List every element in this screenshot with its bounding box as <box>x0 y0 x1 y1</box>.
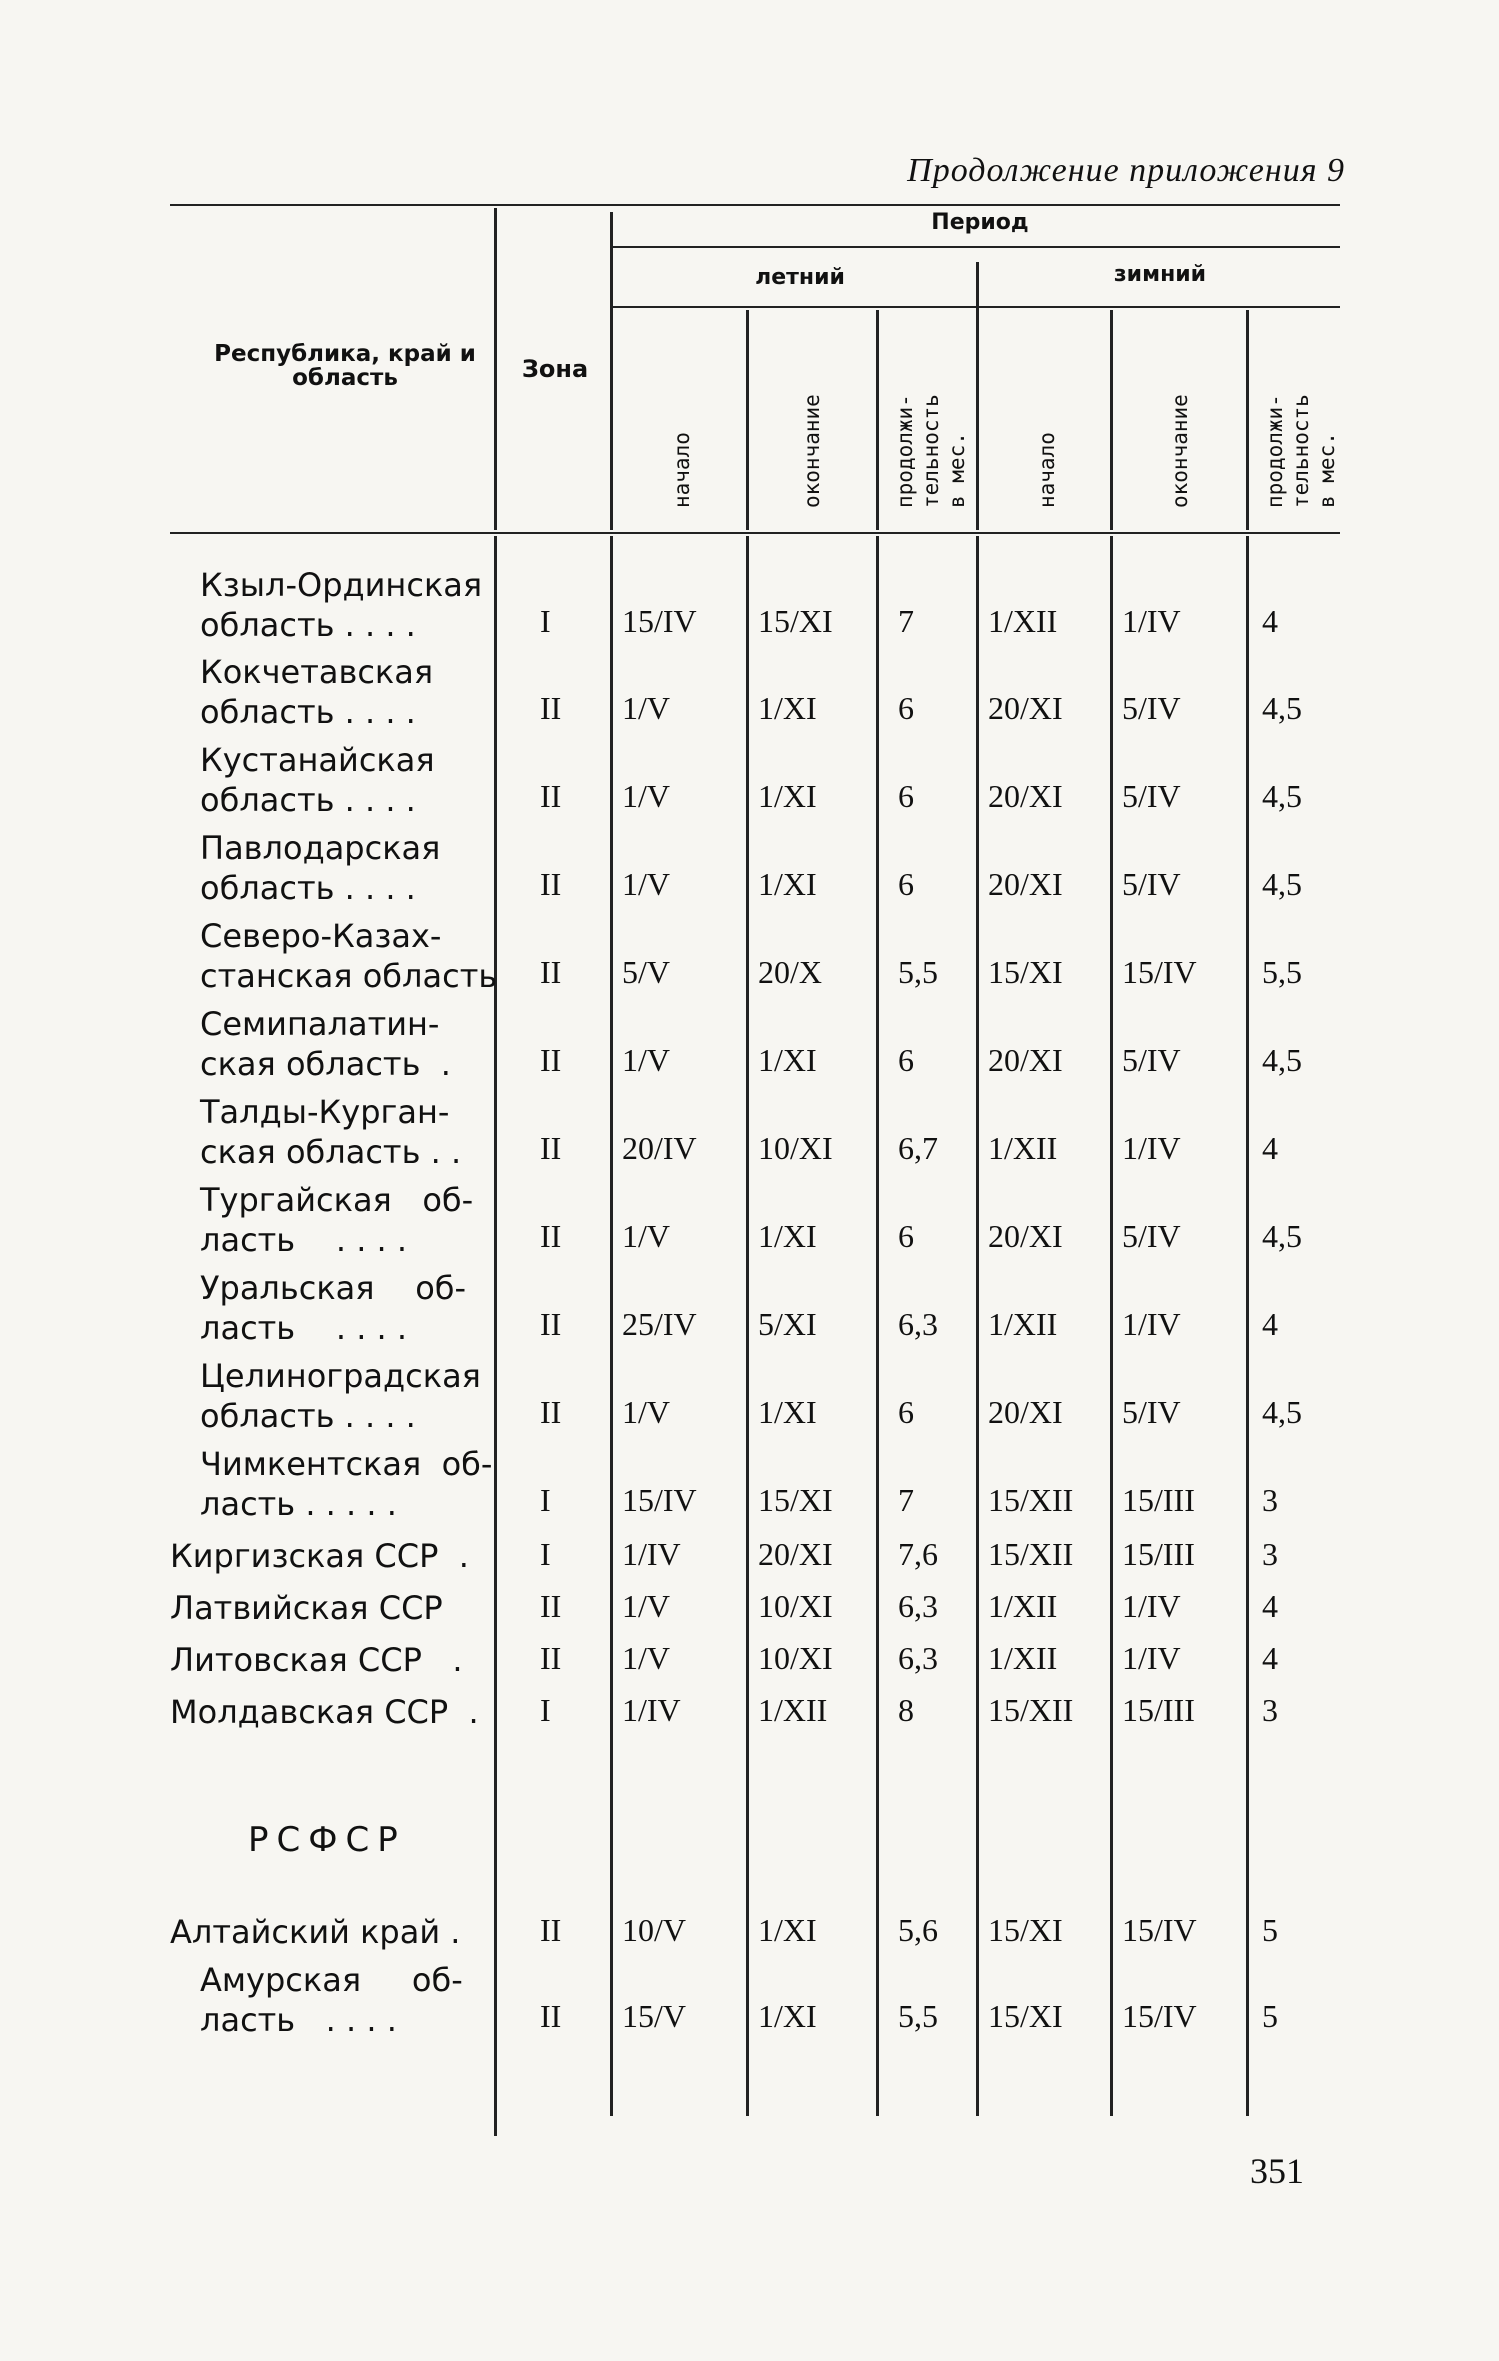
cell-summer-duration: 6 <box>898 778 914 814</box>
cell-winter-start: 20/XI <box>988 1042 1063 1078</box>
cell-winter-duration: 3 <box>1262 1692 1278 1728</box>
cell-winter-start: 1/XII <box>988 1306 1058 1342</box>
cell-summer-start: 5/V <box>622 954 670 990</box>
cell-winter-duration: 5,5 <box>1262 954 1302 990</box>
period-rule <box>610 246 1340 248</box>
cell-winter-duration: 4,5 <box>1262 1394 1302 1430</box>
cell-zone: II <box>540 1306 562 1342</box>
cell-summer-start: 1/V <box>622 866 670 902</box>
cell-summer-start: 1/V <box>622 1640 670 1676</box>
cell-winter-end: 15/III <box>1122 1482 1195 1518</box>
cell-summer-duration: 5,6 <box>898 1912 938 1948</box>
cell-winter-start: 20/XI <box>988 1218 1063 1254</box>
row-name: Уральская об- ласть . . . . <box>200 1269 467 1347</box>
cell-zone: II <box>540 954 562 990</box>
row-name: Амурская об- ласть . . . . <box>200 1961 463 2039</box>
cell-summer-duration: 6,7 <box>898 1130 938 1166</box>
cell-winter-end: 5/IV <box>1122 1042 1181 1078</box>
cell-summer-duration: 6 <box>898 866 914 902</box>
cell-summer-end: 20/X <box>758 954 822 990</box>
cell-winter-duration: 4,5 <box>1262 690 1302 726</box>
cell-summer-start: 15/IV <box>622 1482 697 1518</box>
header-winter-duration: продолжи- тельность в мес. <box>1263 394 1339 508</box>
cell-winter-start: 1/XII <box>988 1588 1058 1624</box>
cell-winter-end: 1/IV <box>1122 1588 1181 1624</box>
cell-winter-duration: 5 <box>1262 1998 1278 2034</box>
cell-winter-end: 1/IV <box>1122 1640 1181 1676</box>
cell-summer-duration: 6 <box>898 690 914 726</box>
cell-winter-duration: 4,5 <box>1262 1042 1302 1078</box>
cell-zone: II <box>540 1998 562 2034</box>
cell-winter-start: 15/XI <box>988 1912 1063 1948</box>
cell-summer-end: 1/XI <box>758 866 817 902</box>
cell-summer-start: 1/V <box>622 1218 670 1254</box>
cell-summer-end: 10/XI <box>758 1588 833 1624</box>
cell-summer-start: 15/V <box>622 1998 686 2034</box>
cell-summer-end: 1/XI <box>758 1394 817 1430</box>
cell-summer-start: 1/V <box>622 1042 670 1078</box>
cell-zone: I <box>540 1482 551 1518</box>
cell-summer-duration: 7,6 <box>898 1536 938 1572</box>
cell-summer-duration: 6 <box>898 1218 914 1254</box>
cell-zone: II <box>540 1912 562 1948</box>
header-bottom-rule <box>170 532 1340 534</box>
cell-winter-duration: 4,5 <box>1262 778 1302 814</box>
cell-summer-end: 20/XI <box>758 1536 833 1572</box>
cell-winter-start: 20/XI <box>988 690 1063 726</box>
cell-zone: II <box>540 690 562 726</box>
cell-winter-duration: 4 <box>1262 603 1278 639</box>
cell-winter-duration: 4,5 <box>1262 1218 1302 1254</box>
cell-winter-start: 1/XII <box>988 1640 1058 1676</box>
cell-summer-end: 1/XI <box>758 778 817 814</box>
row-name: Павлодарская область . . . . <box>200 829 441 907</box>
body-col-line-6 <box>1110 536 1113 2116</box>
cell-zone: II <box>540 1042 562 1078</box>
cell-summer-end: 1/XI <box>758 1912 817 1948</box>
cell-summer-end: 10/XI <box>758 1130 833 1166</box>
page-number: 351 <box>1250 2151 1304 2191</box>
cell-summer-end: 1/XI <box>758 690 817 726</box>
cell-summer-start: 1/V <box>622 690 670 726</box>
cell-winter-start: 15/XI <box>988 1998 1063 2034</box>
cell-summer-start: 1/V <box>622 1588 670 1624</box>
continuation-title: Продолжение приложения 9 <box>907 152 1345 189</box>
cell-summer-start: 25/IV <box>622 1306 697 1342</box>
cell-summer-start: 1/V <box>622 1394 670 1430</box>
cell-winter-end: 5/IV <box>1122 1394 1181 1430</box>
cell-winter-start: 15/XII <box>988 1482 1074 1518</box>
cell-summer-start: 1/V <box>622 778 670 814</box>
cell-zone: II <box>540 1588 562 1624</box>
cell-summer-duration: 6 <box>898 1394 914 1430</box>
cell-winter-end: 15/III <box>1122 1536 1195 1572</box>
top-rule <box>170 204 1340 206</box>
cell-winter-duration: 3 <box>1262 1536 1278 1572</box>
body-col-line-3 <box>746 536 749 2116</box>
cell-summer-start: 1/IV <box>622 1536 681 1572</box>
cell-summer-end: 5/XI <box>758 1306 817 1342</box>
header-winter: зимний <box>1113 262 1207 287</box>
cell-summer-end: 1/XI <box>758 1042 817 1078</box>
col-divider-w-dur <box>1246 310 1249 530</box>
cell-winter-end: 5/IV <box>1122 778 1181 814</box>
cell-summer-end: 1/XI <box>758 1218 817 1254</box>
row-name: Алтайский край . <box>170 1913 461 1951</box>
header-summer-start: начало <box>670 432 694 508</box>
cell-winter-duration: 4 <box>1262 1588 1278 1624</box>
cell-winter-end: 15/IV <box>1122 1912 1197 1948</box>
cell-zone: I <box>540 603 551 639</box>
cell-summer-end: 10/XI <box>758 1640 833 1676</box>
cell-winter-duration: 4 <box>1262 1130 1278 1166</box>
row-name: Тургайская об- ласть . . . . <box>200 1181 474 1259</box>
row-name: Латвийская ССР <box>170 1589 443 1627</box>
cell-summer-duration: 6,3 <box>898 1640 938 1676</box>
header-winter-start: начало <box>1035 432 1059 508</box>
header-period: Период <box>931 210 1029 235</box>
cell-summer-duration: 5,5 <box>898 954 938 990</box>
body-col-line-1 <box>494 536 497 2136</box>
section-rsfsr: РСФСР <box>248 1820 406 1860</box>
row-name: Кзыл-Ординская область . . . . <box>200 566 483 644</box>
col-divider-w-end <box>1110 310 1113 530</box>
cell-winter-end: 15/IV <box>1122 1998 1197 2034</box>
row-name: Северо-Казах- станская область <box>200 917 498 995</box>
cell-zone: II <box>540 1394 562 1430</box>
row-name: Молдавская ССР . <box>170 1693 479 1731</box>
cell-zone: I <box>540 1692 551 1728</box>
cell-summer-end: 1/XII <box>758 1692 828 1728</box>
cell-summer-end: 15/XI <box>758 1482 833 1518</box>
cell-zone: II <box>540 778 562 814</box>
cell-summer-duration: 6,3 <box>898 1588 938 1624</box>
cell-winter-start: 20/XI <box>988 778 1063 814</box>
cell-winter-end: 15/IV <box>1122 954 1197 990</box>
col-divider-period <box>610 212 613 530</box>
cell-summer-duration: 7 <box>898 603 914 639</box>
cell-winter-start: 15/XII <box>988 1536 1074 1572</box>
body-col-line-7 <box>1246 536 1249 2116</box>
cell-winter-start: 20/XI <box>988 1394 1063 1430</box>
header-summer-end: окончание <box>800 394 824 508</box>
body-col-line-5 <box>976 536 979 2116</box>
body-col-line-4 <box>876 536 879 2116</box>
row-name: Киргизская ССР . <box>170 1537 469 1575</box>
cell-winter-duration: 4,5 <box>1262 866 1302 902</box>
row-name: Талды-Курган- ская область . . <box>200 1093 462 1171</box>
cell-winter-end: 5/IV <box>1122 690 1181 726</box>
row-name: Чимкентская об- ласть . . . . . <box>200 1445 493 1523</box>
cell-summer-duration: 6,3 <box>898 1306 938 1342</box>
cell-summer-duration: 7 <box>898 1482 914 1518</box>
cell-winter-end: 1/IV <box>1122 1306 1181 1342</box>
row-name: Литовская ССР . <box>170 1641 463 1679</box>
cell-winter-start: 15/XI <box>988 954 1063 990</box>
header-zone: Зона <box>521 355 589 383</box>
header-summer: летний <box>755 265 845 290</box>
cell-zone: II <box>540 866 562 902</box>
cell-summer-start: 1/IV <box>622 1692 681 1728</box>
header-republic: Республика, край и область <box>214 341 476 391</box>
cell-winter-duration: 4 <box>1262 1640 1278 1676</box>
col-divider-winter <box>976 262 979 530</box>
cell-winter-start: 1/XII <box>988 1130 1058 1166</box>
col-divider-s-end <box>746 310 749 530</box>
cell-zone: II <box>540 1640 562 1676</box>
cell-winter-start: 20/XI <box>988 866 1063 902</box>
cell-zone: II <box>540 1218 562 1254</box>
row-name: Кустанайская область . . . . <box>200 741 435 819</box>
cell-zone: I <box>540 1536 551 1572</box>
cell-winter-end: 5/IV <box>1122 866 1181 902</box>
cell-zone: II <box>540 1130 562 1166</box>
cell-winter-end: 1/IV <box>1122 1130 1181 1166</box>
cell-winter-duration: 3 <box>1262 1482 1278 1518</box>
row-name: Семипалатин- ская область . <box>200 1005 451 1083</box>
cell-winter-duration: 5 <box>1262 1912 1278 1948</box>
cell-summer-end: 15/XI <box>758 603 833 639</box>
header-winter-end: окончание <box>1168 394 1192 508</box>
cell-winter-end: 5/IV <box>1122 1218 1181 1254</box>
cell-summer-start: 20/IV <box>622 1130 697 1166</box>
cell-summer-start: 15/IV <box>622 603 697 639</box>
cell-summer-duration: 8 <box>898 1692 914 1728</box>
cell-winter-end: 15/III <box>1122 1692 1195 1728</box>
cell-winter-start: 1/XII <box>988 603 1058 639</box>
header-summer-duration: продолжи- тельность в мес. <box>893 394 969 508</box>
row-name: Кокчетавская область . . . . <box>200 653 434 731</box>
body-col-line-2 <box>610 536 613 2116</box>
cell-summer-duration: 5,5 <box>898 1998 938 2034</box>
row-name: Целиноградская область . . . . <box>200 1357 481 1435</box>
cell-winter-end: 1/IV <box>1122 603 1181 639</box>
cell-summer-end: 1/XI <box>758 1998 817 2034</box>
cell-summer-start: 10/V <box>622 1912 686 1948</box>
cell-winter-duration: 4 <box>1262 1306 1278 1342</box>
col-divider-s-dur <box>876 310 879 530</box>
cell-summer-duration: 6 <box>898 1042 914 1078</box>
cell-winter-start: 15/XII <box>988 1692 1074 1728</box>
